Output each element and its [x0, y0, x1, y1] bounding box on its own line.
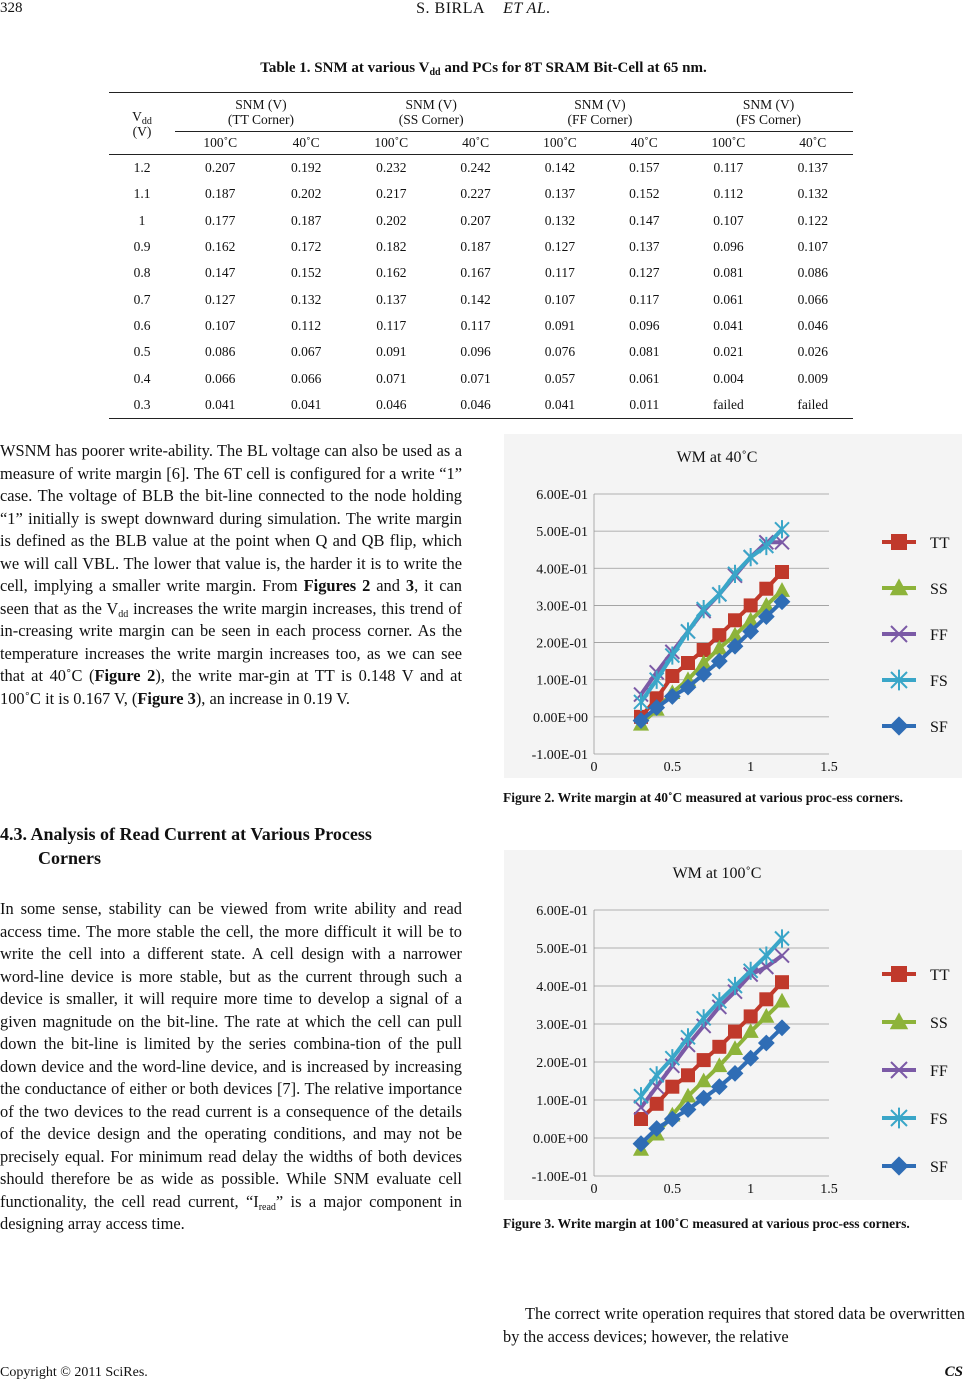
vdd-cell: 0.9 — [133, 239, 151, 255]
snm-cell: 0.081 — [629, 344, 660, 360]
data-point — [681, 656, 695, 670]
snm-cell: 0.177 — [205, 212, 236, 228]
snm-cell: 0.147 — [629, 212, 660, 228]
data-point — [744, 1009, 758, 1023]
snm-cell: 0.137 — [544, 186, 576, 202]
snm-cell: 0.057 — [544, 370, 576, 386]
running-head — [0, 0, 967, 18]
legend-label: FS — [930, 1111, 948, 1128]
group-header — [684, 93, 853, 132]
temp-header: 40˚C — [773, 132, 853, 155]
table-row — [109, 365, 853, 391]
figure-2-caption: Figure 2. Write margin at 40˚C measured at various proc-ess corners. — [503, 790, 903, 805]
y-tick-label: 0.00E+00 — [533, 1132, 588, 1147]
snm-cell: 0.137 — [629, 239, 660, 255]
data-point — [665, 1080, 679, 1094]
y-tick-label: 5.00E-01 — [536, 942, 588, 957]
legend-label: TT — [930, 967, 950, 984]
legend-label: SS — [930, 581, 948, 598]
snm-cell: 0.127 — [544, 239, 576, 255]
group-header-line1: SNM (V) — [405, 97, 457, 112]
group-header-line2: (SS Corner) — [398, 112, 464, 127]
snm-cell: 0.096 — [713, 239, 744, 255]
text: ), the write mar-gin at TT is 0.148 V and at 100˚C it is 0.167 V, ( — [0, 666, 462, 708]
vdd-header — [109, 93, 175, 155]
temp-header: 100˚C — [175, 132, 265, 155]
chart-title: WM at 100˚C — [672, 865, 762, 882]
figure-3-chart — [504, 850, 962, 1200]
y-tick-label: 6.00E-01 — [536, 488, 588, 503]
data-point — [650, 1097, 664, 1111]
snm-cell: 0.157 — [629, 160, 660, 176]
vdd-cell: 0.7 — [133, 291, 151, 307]
snm-cell: 0.046 — [797, 317, 828, 333]
table-caption — [0, 60, 967, 77]
snm-cell: 0.081 — [713, 265, 744, 281]
table-row — [109, 286, 853, 312]
running-head-author: S. BIRLA — [416, 0, 486, 17]
snm-cell: 0.061 — [713, 291, 744, 307]
text: ), an increase in 0.19 V. — [195, 688, 350, 708]
table-row — [109, 339, 853, 365]
data-point — [681, 1068, 695, 1082]
snm-cell: 0.041 — [265, 392, 346, 419]
text-sub: read — [258, 1201, 276, 1213]
vdd-label-sub: dd — [141, 115, 152, 127]
legend-label: SF — [930, 719, 948, 736]
y-tick-label: 1.00E-01 — [536, 1094, 588, 1109]
text: increases the write margin increases, this trend of in-creasing write margin can be seen in each process corner. As the temperature increases the write margin increases too, as we can see that at 40˚C ( — [0, 598, 463, 685]
snm-cell: 0.182 — [376, 239, 407, 255]
snm-cell: 0.117 — [713, 160, 744, 176]
y-tick-label: -1.00E-01 — [531, 1170, 588, 1185]
snm-cell: 0.147 — [205, 265, 236, 281]
data-point — [665, 669, 679, 683]
x-tick-label: 0 — [590, 760, 598, 775]
data-point — [712, 1040, 726, 1054]
snm-cell: 0.232 — [376, 160, 407, 176]
snm-cell: 0.142 — [544, 160, 576, 176]
text: WSNM has poorer write-ability. The BL voltage can also be used as a measure of write margin [6]. The 6T cell is configured for a write “1” case. The voltage of BLB the bit-line connected to the node holding “1” initially is swept downward during simulation. The write margin is defined as the BLB value at the point when Q and QB flip, which we will call VBL. The lower that value is, the harder it is to write the cell, implying a smaller write margin. From — [0, 441, 462, 595]
group-header-line2: (FS Corner) — [736, 112, 802, 127]
snm-cell: 0.167 — [460, 265, 491, 281]
snm-cell: 0.142 — [460, 291, 491, 307]
legend-label: FF — [930, 627, 948, 644]
temp-header: 100˚C — [684, 132, 772, 155]
data-point — [775, 565, 789, 579]
vdd-cell: 1.1 — [133, 186, 151, 202]
legend-label: SF — [930, 1159, 948, 1176]
snm-cell: 0.122 — [797, 212, 828, 228]
data-point — [634, 1112, 648, 1126]
y-tick-label: 4.00E-01 — [536, 562, 588, 578]
table-row — [109, 208, 853, 234]
y-tick-label: 3.00E-01 — [536, 599, 588, 615]
snm-cell: 0.117 — [545, 265, 575, 281]
group-header-line1: SNM (V) — [235, 97, 287, 112]
group-header — [516, 93, 685, 132]
snm-cell: 0.132 — [544, 212, 576, 228]
legend-label: SS — [930, 1015, 948, 1032]
snm-cell: 0.202 — [376, 212, 407, 228]
snm-cell: 0.192 — [290, 160, 322, 176]
chart-title: WM at 40˚C — [676, 449, 758, 466]
snm-cell: 0.132 — [797, 186, 828, 202]
vdd-cell: 1 — [138, 212, 146, 228]
snm-cell: 0.187 — [205, 186, 236, 202]
temp-header: 100˚C — [347, 132, 436, 155]
snm-cell: 0.117 — [376, 317, 407, 333]
page-number: 328 — [0, 0, 23, 16]
vdd-cell: 0.4 — [133, 370, 151, 386]
data-point — [697, 1053, 711, 1067]
group-header-line2: (FF Corner) — [567, 112, 633, 127]
vdd-cell: 1.2 — [133, 160, 151, 176]
y-tick-label: 5.00E-01 — [536, 525, 588, 541]
snm-cell: failed — [684, 392, 772, 419]
snm-cell: 0.202 — [290, 186, 322, 202]
snm-cell: 0.086 — [797, 265, 828, 281]
snm-cell: 0.227 — [460, 186, 491, 202]
snm-cell: 0.187 — [290, 212, 322, 228]
snm-cell: 0.242 — [460, 160, 491, 176]
snm-cell: 0.041 — [175, 392, 265, 419]
vdd-cell: 0.5 — [133, 344, 151, 360]
y-tick-label: 2.00E-01 — [536, 636, 588, 652]
table-row — [109, 234, 853, 260]
table-row — [109, 181, 853, 207]
table-caption-sub: dd — [429, 67, 441, 78]
snm-cell: 0.091 — [544, 317, 576, 333]
snm-cell: 0.066 — [205, 370, 236, 386]
snm-cell: 0.066 — [290, 370, 322, 386]
snm-cell: 0.207 — [460, 212, 491, 228]
section-heading-line2: Corners — [38, 848, 101, 868]
vdd-unit: (V) — [132, 123, 152, 139]
x-tick-label: 1.5 — [820, 1182, 838, 1197]
snm-cell: 0.107 — [797, 239, 828, 255]
snm-cell: 0.152 — [629, 186, 660, 202]
legend-label: TT — [930, 535, 950, 552]
legend-marker — [891, 966, 907, 982]
snm-cell: 0.096 — [629, 317, 660, 333]
vdd-cell: 0.8 — [133, 265, 151, 281]
footer-copyright: Copyright © 2011 SciRes. — [0, 1365, 148, 1380]
y-tick-label: 3.00E-01 — [536, 1018, 588, 1033]
vdd-cell: 0.6 — [133, 317, 151, 333]
snm-cell: 0.107 — [544, 291, 576, 307]
snm-cell: 0.162 — [376, 265, 407, 281]
section-heading — [0, 822, 462, 870]
running-head-etal: ET AL. — [503, 0, 551, 17]
snm-cell: 0.162 — [205, 239, 236, 255]
snm-cell: 0.107 — [205, 317, 236, 333]
figure-ref: 3 — [405, 576, 415, 595]
figure-3-caption: Figure 3. Write margin at 100˚C measured at various proc-ess corners. — [503, 1216, 910, 1231]
temp-header: 40˚C — [436, 132, 516, 155]
x-tick-label: 0.5 — [663, 1182, 682, 1197]
snm-cell: failed — [773, 392, 853, 419]
figure-2-chart — [504, 434, 962, 778]
group-header — [347, 93, 516, 132]
snm-cell: 0.011 — [604, 392, 684, 419]
vdd-label: V — [132, 108, 142, 124]
y-tick-label: 0.00E+00 — [533, 710, 588, 726]
snm-cell: 0.076 — [544, 344, 576, 360]
left-paragraph-2 — [0, 898, 462, 1236]
snm-cell: 0.117 — [629, 291, 660, 307]
text: The correct write operation requires that stored data be overwritten by the access devices; however, the relative — [503, 1304, 965, 1346]
snm-table — [109, 92, 853, 419]
text: ” is a major component in designing array access time. — [0, 1191, 462, 1233]
snm-cell: 0.071 — [460, 370, 491, 386]
snm-cell: 0.066 — [797, 291, 828, 307]
snm-cell: 0.021 — [713, 344, 744, 360]
right-paragraph — [503, 1303, 965, 1348]
snm-cell: 0.096 — [460, 344, 491, 360]
group-header-line1: SNM (V) — [742, 97, 795, 112]
snm-cell: 0.009 — [797, 370, 828, 386]
snm-cell: 0.127 — [205, 291, 236, 307]
snm-cell: 0.041 — [516, 392, 605, 419]
snm-cell: 0.127 — [629, 265, 660, 281]
table-caption-text: Table 1. SNM at various V — [260, 60, 430, 76]
table-caption-text-end: and PCs for 8T SRAM Bit-Cell at 65 nm. — [440, 60, 707, 76]
snm-cell: 0.071 — [376, 370, 407, 386]
snm-cell: 0.107 — [713, 212, 744, 228]
snm-cell: 0.086 — [205, 344, 236, 360]
snm-cell: 0.152 — [290, 265, 322, 281]
data-point — [728, 1025, 742, 1039]
temp-header: 40˚C — [604, 132, 684, 155]
y-tick-label: 1.00E-01 — [536, 673, 588, 689]
snm-cell: 0.061 — [629, 370, 660, 386]
y-tick-label: -1.00E-01 — [531, 748, 588, 763]
snm-cell: 0.132 — [290, 291, 322, 307]
legend-label: FS — [930, 673, 948, 690]
snm-cell: 0.046 — [436, 392, 516, 419]
table-row — [109, 155, 853, 182]
table-row — [109, 392, 853, 419]
text: In some sense, stability can be viewed from write ability and read access time. The more stable the cell, the more difficult it will be to write the cell into a different state. A cell design with a narrower word-line device is more stable, but as the current through such a device is smaller, it will require more time to develop a signal of a given magnitude on the bit-line. The rate at which the cell can pull down the bit-line is limited by the series combina-tion of the pull down device and the word-line device, and is increased by increasing the conductance of either or both devices [7]. The relative importance of the two devices to the read current is a consequence of the details of the device design and the operating conditions, and may not be precisely equal. For minimum read delay the widths of both devices should therefore be as wide as possible. While SNM evaluate cell functionality, the cell read current, “I — [0, 899, 462, 1211]
snm-cell: 0.217 — [376, 186, 407, 202]
figure-ref: Figures 2 — [303, 576, 371, 595]
data-point — [728, 613, 742, 627]
y-tick-label: 6.00E-01 — [536, 904, 588, 919]
data-point — [759, 992, 773, 1006]
x-tick-label: 1.5 — [820, 760, 838, 775]
group-header — [175, 93, 347, 132]
group-header-line1: SNM (V) — [574, 97, 626, 112]
snm-cell: 0.117 — [460, 317, 491, 333]
table-row — [109, 313, 853, 339]
table-row — [109, 260, 853, 286]
x-tick-label: 0 — [590, 1182, 598, 1197]
snm-cell: 0.112 — [291, 317, 322, 333]
snm-cell: 0.067 — [290, 344, 322, 360]
text-sub: dd — [118, 608, 129, 620]
snm-cell: 0.026 — [797, 344, 828, 360]
group-header-line2: (TT Corner) — [227, 112, 294, 127]
x-tick-label: 1 — [747, 1182, 755, 1197]
figure-ref: Figure 3 — [137, 688, 196, 708]
y-tick-label: 2.00E-01 — [536, 1056, 588, 1071]
legend-label: FF — [930, 1063, 948, 1080]
data-point — [775, 975, 789, 989]
snm-cell: 0.207 — [205, 160, 236, 176]
figure-ref: Figure 2 — [94, 666, 156, 685]
x-tick-label: 1 — [747, 760, 755, 775]
snm-cell: 0.091 — [376, 344, 407, 360]
left-paragraph-1 — [0, 440, 462, 710]
snm-cell: 0.112 — [713, 186, 744, 202]
snm-cell: 0.137 — [376, 291, 407, 307]
temp-header: 100˚C — [516, 132, 605, 155]
snm-cell: 0.137 — [797, 160, 828, 176]
data-point — [759, 582, 773, 596]
text: and — [370, 576, 406, 595]
section-heading-line1: 4.3. Analysis of Read Current at Various Process — [0, 824, 372, 844]
snm-cell: 0.004 — [713, 370, 744, 386]
text: , it can seen that as the V — [0, 576, 462, 618]
snm-cell: 0.187 — [460, 239, 491, 255]
footer-journal: CS — [944, 1364, 963, 1380]
snm-cell: 0.041 — [713, 317, 744, 333]
snm-cell: 0.046 — [347, 392, 436, 419]
data-point — [744, 598, 758, 612]
vdd-cell: 0.3 — [109, 392, 175, 419]
x-tick-label: 0.5 — [663, 760, 682, 775]
snm-cell: 0.172 — [290, 239, 322, 255]
legend-marker — [891, 534, 907, 550]
y-tick-label: 4.00E-01 — [536, 980, 588, 995]
temp-header: 40˚C — [265, 132, 346, 155]
